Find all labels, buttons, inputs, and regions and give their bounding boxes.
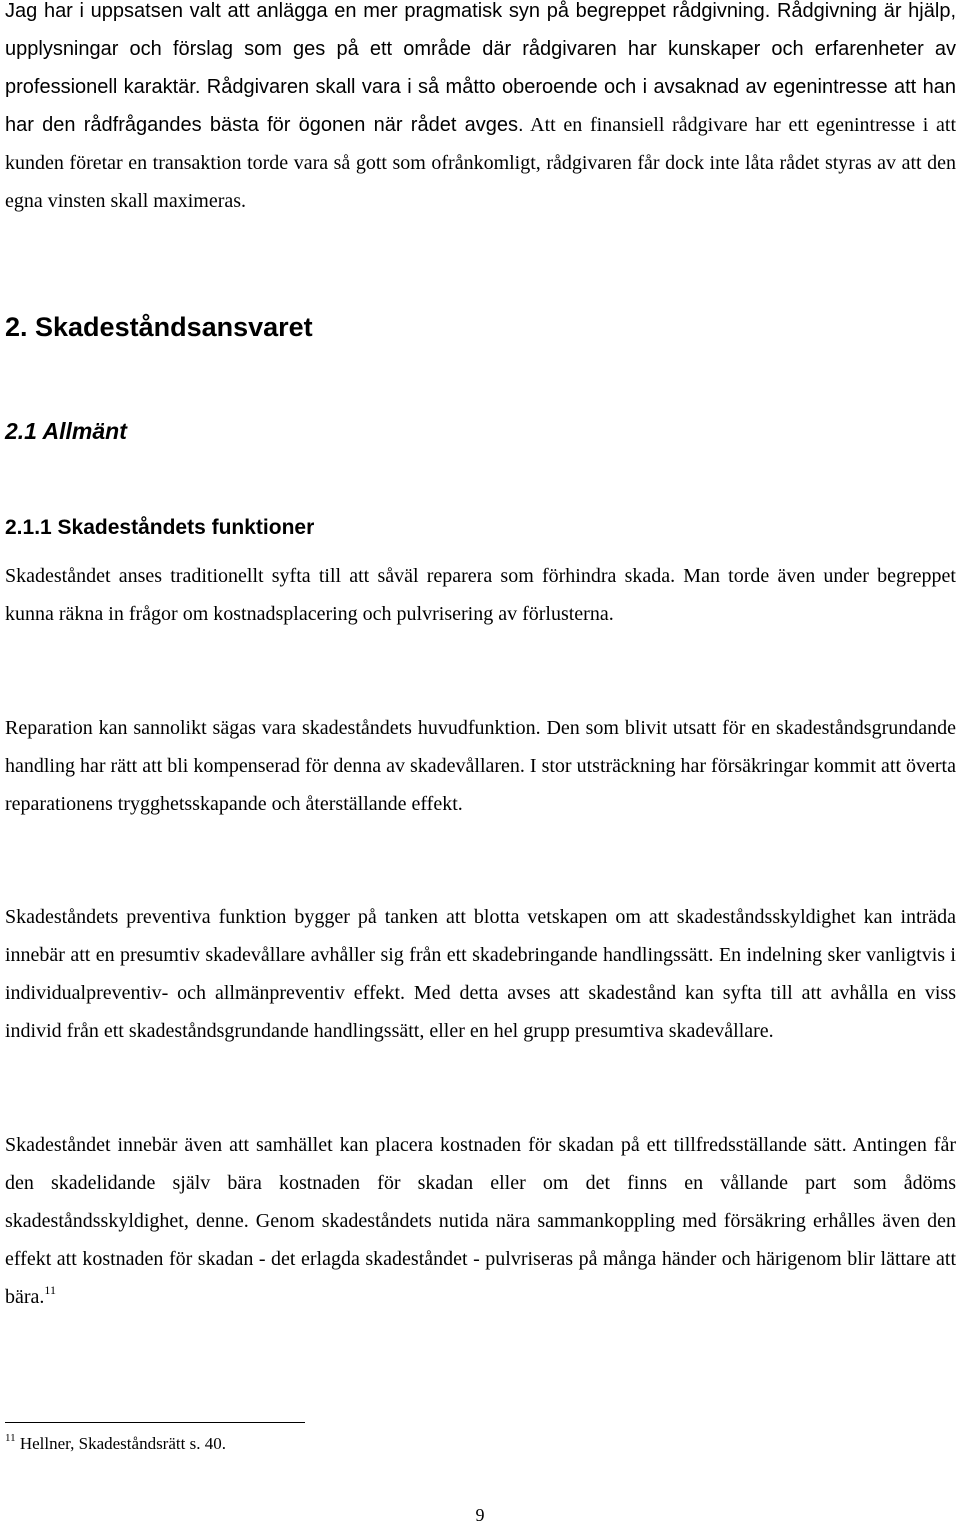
page-number: 9 xyxy=(475,1505,485,1525)
subsection-heading: 2.1 Allmänt xyxy=(5,418,127,444)
paragraph-intro-part-a: Jag har i uppsatsen valt att anlägga en mer pragmatisk syn på begreppet rådgivning. Rådgivning är hjälp, upplysningar och förslag som ges på ett område där rådgivaren har kunskaper och erfarenheter av professionell karaktär. Rådgivaren skall vara i så måtto oberoende och i avsaknad av egenintresse att han har den rådfrågandes bästa för ögonen när rådet avges. xyxy=(5,0,956,136)
footnote-reference: 11 xyxy=(44,1283,56,1297)
paragraph-prevention: Skadeståndets preventiva funktion bygger på tanken att blotta vetskapen om att skadeståndsskyldighet kan inträda innebär att en presumtiv skadevållare avhåller sig från ett skadebringande handlingssätt. En indelning sker vanligtvis i individualpreventiv- och allmänpreventiv effekt. Med detta avses att skadestånd kan syfta till att avhålla en viss individ från ett skadeståndsgrundande handlingssätt, eller en hel grupp presumtiva skadevållare. xyxy=(5,906,956,1042)
paragraph-cost-placement-text: Skadeståndet innebär även att samhället kan placera kostnaden för skadan på ett tillfredsställande sätt. Antingen får den skadelidande själv bära kostnaden för skadan eller om det finns en vållande part som ådöms skadeståndsskyldighet, denne. Genom skadeståndets nutida nära sammankoppling med försäkring erhålles även den effekt att kostnaden för skadan - det erlagda skadeståndet - pulvriseras på många händer och härigenom blir lättare att bära. xyxy=(5,1134,956,1308)
paragraph-functions: Skadeståndet anses traditionellt syfta till att såväl reparera som förhindra skada. Man torde även under begreppet kunna räkna in frågor om kostnadsplacering och pulvrisering av förlusterna. xyxy=(5,565,956,625)
subsubsection-heading: 2.1.1 Skadeståndets funktioner xyxy=(5,516,315,539)
footnote-number: 11 xyxy=(5,1432,16,1444)
paragraph-intro-part-b: Att en finansiell rådgivare har ett egenintresse i att kunden företar en transaktion torde vara så gott som ofrånkomligt, rådgivaren får dock inte låta rådet styras av att den egna vinsten skall maximeras. xyxy=(5,114,957,212)
footnote xyxy=(5,1432,226,1456)
section-heading: 2. Skadeståndsansvaret xyxy=(5,312,313,342)
paragraph-intro xyxy=(5,0,956,220)
footnote-divider xyxy=(5,1422,305,1423)
paragraph-reparation: Reparation kan sannolikt sägas vara skadeståndets huvudfunktion. Den som blivit utsatt för en skadeståndsgrundande handling har rätt att bli kompenserad för denna av skadevållaren. I stor utsträckning har försäkringar kommit att överta reparationens trygghetsskapande och återställande effekt. xyxy=(5,717,956,815)
footnote-text: Hellner, Skadeståndsrätt s. 40. xyxy=(15,1434,226,1453)
paragraph-cost-placement xyxy=(5,1126,956,1316)
